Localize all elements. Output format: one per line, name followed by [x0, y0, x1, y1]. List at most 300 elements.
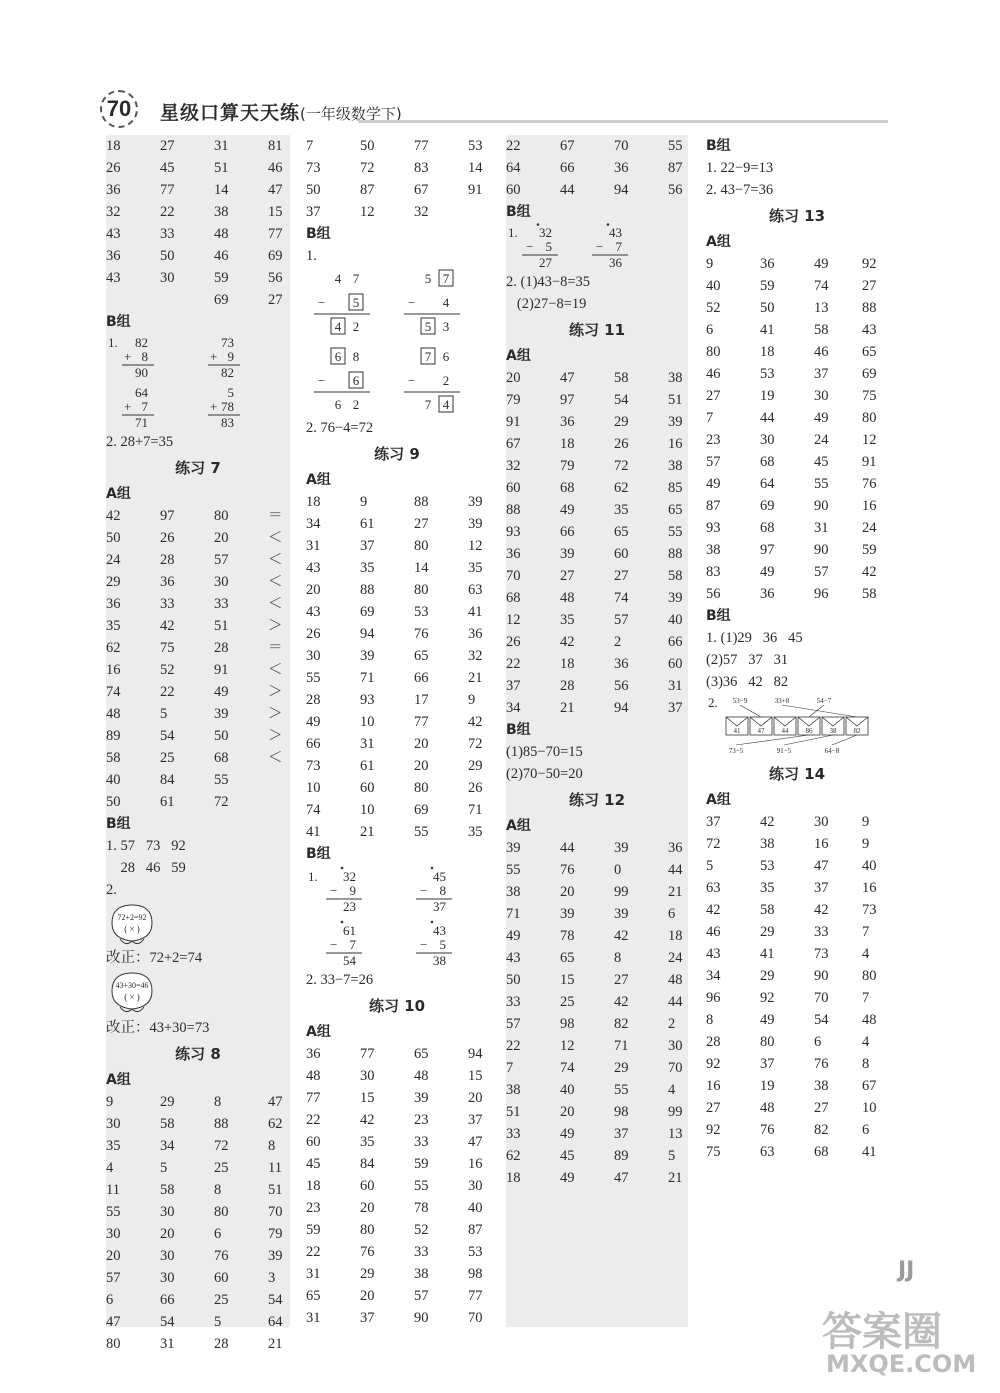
answer-value: 56 — [614, 678, 629, 694]
answer-value: 65 — [414, 648, 429, 664]
answer-value: 25 — [214, 1160, 229, 1176]
answer-value: 62 — [268, 1116, 283, 1132]
answer-value: ＞ — [268, 684, 283, 700]
answer-value: 63 — [468, 582, 483, 598]
answer-line — [306, 969, 488, 991]
answer-value: 43 — [506, 950, 521, 966]
answer-value: 16 — [706, 1078, 721, 1094]
answer-value: 84 — [160, 772, 175, 788]
answer-row — [106, 1245, 290, 1267]
answer-value: 37 — [360, 538, 375, 554]
answer-value: 21 — [560, 700, 575, 716]
answer-value: 65 — [306, 1288, 321, 1304]
answer-value: 55 — [668, 138, 683, 154]
answer-value: 15 — [268, 204, 283, 220]
answer-value: 31 — [160, 1336, 175, 1352]
answer-value: 12 — [360, 204, 375, 220]
answer-text: 1. (1)29 36 45 — [706, 630, 803, 646]
minus-sign: − — [318, 295, 326, 310]
answer-row — [506, 1035, 688, 1057]
answer-line — [706, 649, 888, 671]
answer-value: 55 — [814, 476, 829, 492]
answer-value: 2 — [668, 1016, 676, 1032]
answer-value: 18 — [760, 344, 775, 360]
answer-value: 31 — [214, 138, 229, 154]
answer-value: 45 — [814, 454, 829, 470]
answer-value: 24 — [814, 432, 829, 448]
expression-card: 33+8 — [774, 697, 790, 705]
answer-row — [306, 645, 488, 667]
answer-value: 27 — [614, 568, 629, 584]
answer-value: 7 — [862, 924, 870, 940]
answer-value: ＜ — [268, 552, 283, 568]
peach-equation: 72+2=92 — [117, 913, 147, 922]
answer-value: 60 — [668, 656, 683, 672]
answer-row — [506, 947, 688, 969]
answer-value: 71 — [614, 1038, 629, 1054]
answer-value: 29 — [614, 1060, 629, 1076]
answer-value: 58 — [862, 586, 877, 602]
answer-value: 38 — [706, 542, 721, 558]
answer-value: 78 — [560, 928, 575, 944]
envelope-number: 41 — [733, 727, 741, 735]
match-line — [782, 705, 857, 717]
answer-text: 改正：72+2=74 — [106, 950, 203, 966]
answer-value: 13 — [814, 300, 829, 316]
answer-row — [706, 275, 888, 297]
answer-value: 80 — [414, 538, 429, 554]
answer-row — [106, 1201, 290, 1223]
answer-value: 52 — [414, 1222, 429, 1238]
answer-value: 48 — [760, 1100, 775, 1116]
answer-row — [706, 473, 888, 495]
answer-value: 9 — [706, 256, 714, 272]
group-label: B组 — [106, 314, 131, 330]
answer-row — [506, 565, 688, 587]
answer-value: 55 — [306, 670, 321, 686]
answer-value: 20 — [414, 736, 429, 752]
answer-value: 34 — [306, 516, 321, 532]
answer-text: 2. 33−7=26 — [306, 972, 374, 988]
answer-row — [706, 965, 888, 987]
answer-value: 77 — [360, 1046, 375, 1062]
answer-row — [306, 1285, 488, 1307]
answer-value: 17 — [414, 692, 429, 708]
answer-value: 89 — [614, 1148, 629, 1164]
answer-row — [306, 579, 488, 601]
answer-value: 62 — [106, 640, 121, 656]
answer-row — [306, 1175, 488, 1197]
answer-value: 26 — [468, 780, 483, 796]
answer-value: 39 — [468, 516, 483, 532]
answer-value: 73 — [306, 160, 321, 176]
answer-line — [306, 245, 488, 267]
answer-value: 63 — [706, 880, 721, 896]
answer-row — [506, 411, 688, 433]
answer-value: 69 — [268, 248, 283, 264]
answer-row — [506, 925, 688, 947]
answer-value: 48 — [560, 590, 575, 606]
answer-value: 2 — [614, 634, 622, 650]
answer-value: 31 — [306, 538, 321, 554]
answer-value: 30 — [106, 1116, 121, 1132]
answer-value: 3 — [268, 1270, 276, 1286]
answer-value: 74 — [560, 1060, 575, 1076]
answer-value: 66 — [160, 1292, 175, 1308]
answer-value: 80 — [106, 1336, 121, 1352]
answer-row — [306, 777, 488, 799]
answer-value: 60 — [506, 480, 521, 496]
answer-value: 57 — [106, 1270, 121, 1286]
answer-line — [306, 417, 488, 439]
answer-value: 18 — [668, 928, 683, 944]
subtrahend: 8 — [439, 883, 446, 898]
answer-value: 45 — [160, 160, 175, 176]
answer-value: 29 — [760, 924, 775, 940]
answer-value: 90 — [814, 542, 829, 558]
answer-value: 24 — [862, 520, 877, 536]
answer-row — [706, 429, 888, 451]
envelope-number: 47 — [757, 727, 765, 735]
answer-value: 92 — [706, 1056, 721, 1072]
minus-sign: − — [330, 937, 338, 952]
answer-value: 35 — [760, 880, 775, 896]
answer-value: 50 — [360, 138, 375, 154]
answer-value: 31 — [668, 678, 683, 694]
expression-card: 54−7 — [816, 697, 832, 705]
answer-value: 61 — [160, 794, 175, 810]
answer-value: 28 — [160, 552, 175, 568]
answer-value: 58 — [614, 370, 629, 386]
answer-value: 16 — [668, 436, 683, 452]
answer-value: 42 — [360, 1112, 375, 1128]
expression-card: 91−5 — [776, 747, 792, 755]
answer-value: 91 — [506, 414, 521, 430]
answer-value: 36 — [106, 248, 121, 264]
exercise-title: 练习 8 — [175, 1045, 221, 1063]
minus-sign: − — [420, 883, 428, 898]
answer-value: 41 — [468, 604, 483, 620]
answer-value: 5 — [160, 1160, 168, 1176]
difference-digit: 3 — [442, 319, 450, 334]
answer-value: 4 — [862, 946, 870, 962]
answer-row — [506, 969, 688, 991]
answer-value: 15 — [360, 1090, 375, 1106]
answer-row — [706, 877, 888, 899]
answer-value: 49 — [214, 684, 229, 700]
group-heading — [506, 815, 688, 837]
answer-value: 37 — [760, 1056, 775, 1072]
answer-value: 35 — [560, 612, 575, 628]
answer-row — [506, 433, 688, 455]
answer-value: 40 — [106, 772, 121, 788]
answer-value: 87 — [706, 498, 721, 514]
operand-digit: 7 — [424, 349, 432, 364]
answer-value: 97 — [160, 508, 175, 524]
answer-value: 9 — [862, 814, 870, 830]
answer-value: 76 — [814, 1056, 829, 1072]
answer-line — [506, 741, 688, 763]
answer-text: (3)36 42 82 — [706, 674, 789, 690]
answer-value: 60 — [614, 546, 629, 562]
answer-value: 57 — [214, 552, 229, 568]
answer-value: 66 — [560, 160, 575, 176]
answer-value: 32 — [468, 648, 483, 664]
answer-value: 33 — [414, 1134, 429, 1150]
minuend: 43 — [433, 923, 446, 938]
answer-value: 91 — [862, 454, 877, 470]
answer-line — [506, 763, 688, 785]
group-heading — [706, 231, 888, 253]
answer-value: 18 — [560, 656, 575, 672]
answer-value: 49 — [306, 714, 321, 730]
answer-value: 19 — [760, 1078, 775, 1094]
answer-row — [106, 571, 290, 593]
answer-value: 93 — [506, 524, 521, 540]
operand-digit: 5 — [352, 295, 360, 310]
answer-value: 77 — [414, 138, 429, 154]
answer-value: 74 — [814, 278, 829, 294]
answer-value: ＞ — [268, 728, 283, 744]
answer-value: 58 — [760, 902, 775, 918]
answer-row — [506, 1013, 688, 1035]
answer-value: 37 — [306, 204, 321, 220]
answer-value: ＜ — [268, 596, 283, 612]
answer-value: 21 — [468, 670, 483, 686]
answer-row — [506, 477, 688, 499]
answer-value: 65 — [862, 344, 877, 360]
answer-value: 57 — [506, 1016, 521, 1032]
answer-value: 76 — [414, 626, 429, 642]
answer-row — [706, 1053, 888, 1075]
answer-row — [106, 615, 290, 637]
borrow-dot — [341, 867, 344, 870]
answer-text: 改正：43+30=73 — [106, 1020, 210, 1036]
answer-value: 43 — [706, 946, 721, 962]
group-heading — [306, 469, 488, 491]
answer-row — [706, 495, 888, 517]
answer-row — [106, 1091, 290, 1113]
answer-value: 14 — [414, 560, 429, 576]
answer-value: 11 — [106, 1182, 120, 1198]
answer-value: 39 — [506, 840, 521, 856]
answer-value: 70 — [614, 138, 629, 154]
answer-value: 20 — [106, 1248, 121, 1264]
answer-value: 47 — [106, 1314, 121, 1330]
answer-value: 65 — [560, 950, 575, 966]
answer-line — [706, 671, 888, 693]
answer-row — [106, 593, 290, 615]
answer-text: 2. 76−4=72 — [306, 420, 374, 436]
answer-row — [506, 1079, 688, 1101]
exercise-title: 练习 10 — [368, 997, 426, 1015]
exercise-title: 练习 13 — [768, 207, 826, 225]
answer-value: 59 — [862, 542, 877, 558]
answer-value: 14 — [468, 160, 483, 176]
answer-value: 20 — [160, 1226, 175, 1242]
answer-line — [106, 1017, 290, 1039]
answer-row — [506, 903, 688, 925]
answer-value: 94 — [614, 700, 629, 716]
answer-value: 42 — [614, 928, 629, 944]
answer-value: 25 — [214, 1292, 229, 1308]
answer-row — [506, 135, 688, 157]
header-rule — [358, 120, 888, 123]
answer-text: (2)70−50=20 — [506, 766, 583, 782]
answer-value: 39 — [560, 906, 575, 922]
answer-row — [506, 991, 688, 1013]
answer-row — [706, 899, 888, 921]
answer-value: 37 — [360, 1310, 375, 1326]
answer-row — [506, 389, 688, 411]
answer-value: 59 — [414, 1156, 429, 1172]
answer-value: 36 — [614, 160, 629, 176]
answer-value: 4 — [106, 1160, 114, 1176]
difference-digit: 7 — [424, 397, 432, 412]
answer-value: 47 — [614, 1170, 629, 1186]
answer-value: 88 — [862, 300, 877, 316]
answer-value: 63 — [760, 1144, 775, 1160]
figure-peach2 — [106, 969, 286, 1017]
answer-value: 35 — [360, 1134, 375, 1150]
answer-value: 73 — [814, 946, 829, 962]
answer-value: 60 — [360, 1178, 375, 1194]
subtrahend: 9 — [349, 883, 356, 898]
answer-value: ＜ — [268, 574, 283, 590]
answer-value: 79 — [506, 392, 521, 408]
envelope — [846, 717, 868, 735]
answer-text: 1. 22−9=13 — [706, 160, 774, 176]
answer-value: 39 — [360, 648, 375, 664]
answer-value: 80 — [760, 1034, 775, 1050]
answer-value: 12 — [862, 432, 877, 448]
answer-value: 28 — [706, 1034, 721, 1050]
answer-value: 31 — [814, 520, 829, 536]
answer-value: 32 — [414, 204, 429, 220]
answer-value: 21 — [668, 1170, 683, 1186]
answer-value: 28 — [306, 692, 321, 708]
answer-value: 73 — [306, 758, 321, 774]
answer-value: 68 — [760, 520, 775, 536]
answer-value: 72 — [706, 836, 721, 852]
answer-value: 72 — [468, 736, 483, 752]
answer-value: ＞ — [268, 706, 283, 722]
addend-bottom: 7 — [141, 399, 148, 414]
answer-value: 80 — [862, 410, 877, 426]
answer-value: 20 — [214, 530, 229, 546]
answer-value: 74 — [306, 802, 321, 818]
answer-value: 30 — [814, 388, 829, 404]
answer-value: 60 — [360, 780, 375, 796]
answer-value: 49 — [560, 1170, 575, 1186]
group-label: B组 — [306, 846, 331, 862]
answer-value: 43 — [862, 322, 877, 338]
answer-value: 46 — [706, 924, 721, 940]
difference-value: 37 — [433, 899, 446, 914]
answer-row — [106, 1311, 290, 1333]
answer-value: 50 — [106, 530, 121, 546]
answer-value: 55 — [414, 824, 429, 840]
operand-digit: 7 — [442, 271, 450, 286]
answer-value: 23 — [306, 1200, 321, 1216]
minus-sign: − — [318, 373, 326, 388]
answer-value: 8 — [214, 1182, 222, 1198]
answer-value: 80 — [360, 1222, 375, 1238]
answer-row — [306, 1219, 488, 1241]
answer-row — [506, 837, 688, 859]
book-subtitle: (一年级数学下) — [300, 105, 402, 123]
answer-value: 20 — [560, 884, 575, 900]
answer-value: 90 — [814, 498, 829, 514]
envelope — [774, 717, 796, 735]
answer-value: 43 — [106, 226, 121, 242]
answer-value: 30 — [814, 814, 829, 830]
answer-value: 69 — [214, 292, 229, 308]
answer-value: 37 — [468, 1112, 483, 1128]
answer-value: 94 — [360, 626, 375, 642]
answer-value: 55 — [506, 862, 521, 878]
answer-value: 54 — [268, 1292, 283, 1308]
minuend: 61 — [343, 923, 356, 938]
figure-box-sub — [306, 267, 486, 417]
difference-value: 38 — [433, 953, 446, 968]
answer-row — [306, 1131, 488, 1153]
minus-sign: − — [596, 239, 604, 254]
answer-row — [706, 253, 888, 275]
answer-value: 87 — [360, 182, 375, 198]
answer-value: 77 — [160, 182, 175, 198]
answer-text: (2)57 37 31 — [706, 652, 789, 668]
answer-value: 52 — [706, 300, 721, 316]
answer-row — [106, 505, 290, 527]
answer-row — [706, 561, 888, 583]
answer-value: 38 — [506, 884, 521, 900]
answer-value: 56 — [268, 270, 283, 286]
answer-value: 18 — [306, 494, 321, 510]
answer-value: 46 — [214, 248, 229, 264]
answer-value: 39 — [414, 1090, 429, 1106]
answer-value: 68 — [506, 590, 521, 606]
group-label: A组 — [306, 1024, 331, 1040]
difference-value: 23 — [343, 899, 356, 914]
answer-value: 49 — [814, 256, 829, 272]
answer-row — [106, 1223, 290, 1245]
plus-sign: + — [210, 399, 218, 414]
group-heading — [506, 201, 688, 223]
group-label: B组 — [306, 226, 331, 242]
answer-value: 16 — [862, 498, 877, 514]
answer-value: 44 — [760, 410, 775, 426]
answer-value: 80 — [414, 582, 429, 598]
answer-row — [506, 179, 688, 201]
answer-line — [706, 179, 888, 201]
answer-row — [306, 1153, 488, 1175]
answer-row — [306, 157, 488, 179]
sum-value: 82 — [221, 365, 234, 380]
answer-value: 35 — [614, 502, 629, 518]
group-label: A组 — [106, 486, 131, 502]
envelope — [726, 717, 748, 735]
minuend: 45 — [433, 869, 446, 884]
answer-value: 99 — [614, 884, 629, 900]
subtrahend: 7 — [615, 239, 622, 254]
answer-value: 0 — [614, 862, 622, 878]
answer-value: 16 — [814, 836, 829, 852]
answer-line — [106, 879, 290, 901]
answer-value: 69 — [414, 802, 429, 818]
answer-value: 69 — [360, 604, 375, 620]
answer-value: 88 — [214, 1116, 229, 1132]
